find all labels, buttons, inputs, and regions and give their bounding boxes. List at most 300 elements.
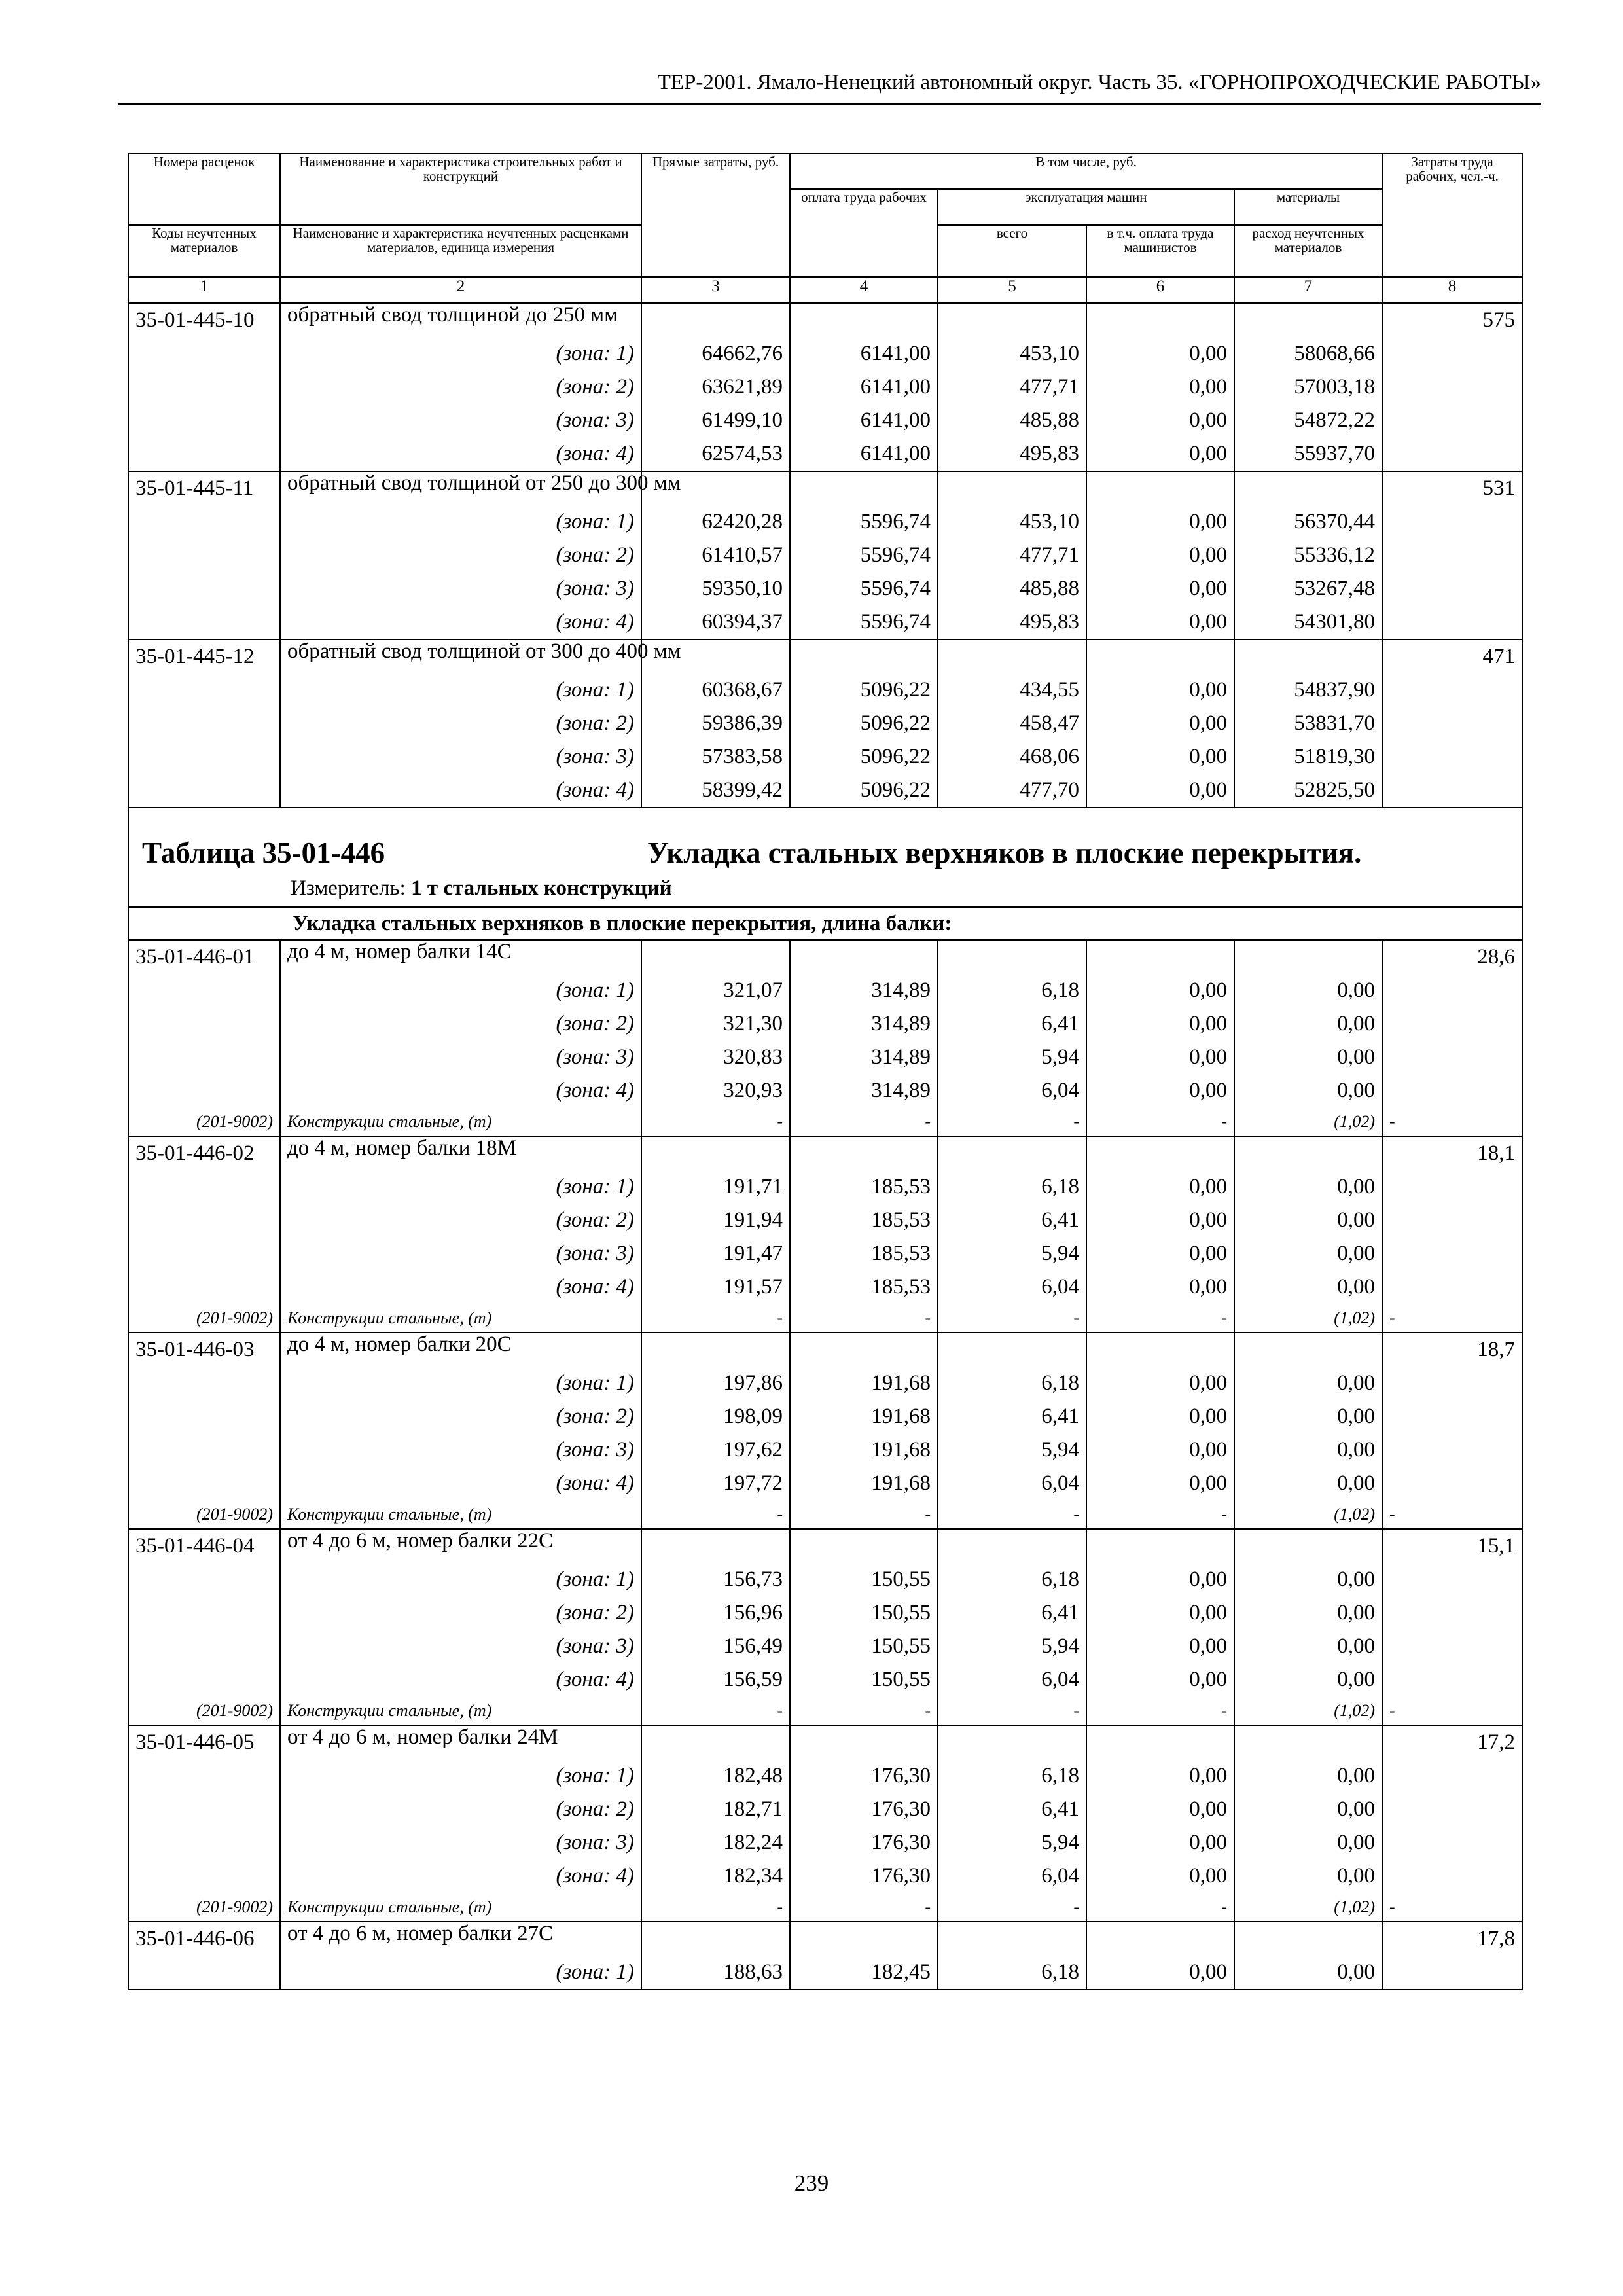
worker-wages: 176,30 — [790, 1759, 938, 1793]
worker-wages: 6141,00 — [790, 437, 938, 471]
material-cost: 0,00 — [1234, 1367, 1382, 1400]
empty-cell — [128, 1074, 280, 1107]
worker-wages: 185,53 — [790, 1170, 938, 1204]
material-cost: 0,00 — [1234, 1204, 1382, 1237]
worker-wages: 6141,00 — [790, 337, 938, 370]
empty-cell — [1234, 471, 1382, 505]
operator-wages: 0,00 — [1086, 707, 1234, 740]
direct-cost: 320,83 — [641, 1041, 790, 1074]
material-wages: - — [790, 1304, 938, 1333]
material-name: Конструкции стальные, (т) — [280, 1500, 641, 1529]
worker-wages: 5596,74 — [790, 572, 938, 605]
machine-cost: 477,71 — [938, 370, 1086, 404]
zone-label: (зона: 2) — [280, 370, 641, 404]
material-code: (201-9002) — [128, 1107, 280, 1136]
empty-cell — [128, 1170, 280, 1204]
zone-label: (зона: 4) — [280, 1467, 641, 1500]
zone-label: (зона: 2) — [280, 1400, 641, 1433]
material-operator-wages: - — [1086, 1696, 1234, 1725]
empty-cell — [1086, 303, 1234, 337]
rate-name: от 4 до 6 м, номер балки 24М — [280, 1725, 641, 1759]
zone-label: (зона: 3) — [280, 1630, 641, 1663]
empty-cell — [1382, 1956, 1522, 1990]
operator-wages: 0,00 — [1086, 404, 1234, 437]
empty-cell — [128, 1204, 280, 1237]
machine-cost: 434,55 — [938, 673, 1086, 707]
worker-wages: 185,53 — [790, 1270, 938, 1304]
material-cost: 57003,18 — [1234, 370, 1382, 404]
empty-cell — [128, 1007, 280, 1041]
material-cost: 0,00 — [1234, 974, 1382, 1007]
machine-cost: 6,41 — [938, 1007, 1086, 1041]
material-cost: 0,00 — [1234, 1793, 1382, 1826]
material-code: (201-9002) — [128, 1696, 280, 1725]
material-quantity: (1,02) — [1234, 1696, 1382, 1725]
direct-cost: 156,73 — [641, 1563, 790, 1596]
worker-wages: 176,30 — [790, 1826, 938, 1859]
direct-cost: 58399,42 — [641, 774, 790, 808]
empty-cell — [128, 437, 280, 471]
section-title: Укладка стальных верхняков в плоские перекрытия. — [647, 836, 1362, 869]
rate-title-row — [128, 1725, 1522, 1759]
zone-row — [128, 437, 1522, 471]
empty-cell — [128, 1630, 280, 1663]
zone-label: (зона: 2) — [280, 1007, 641, 1041]
empty-cell — [1086, 639, 1234, 673]
empty-cell — [1086, 1725, 1234, 1759]
worker-wages: 191,68 — [790, 1433, 938, 1467]
operator-wages: 0,00 — [1086, 1170, 1234, 1204]
operator-wages: 0,00 — [1086, 1956, 1234, 1990]
empty-cell — [790, 471, 938, 505]
worker-wages: 176,30 — [790, 1859, 938, 1893]
empty-cell — [1234, 639, 1382, 673]
empty-cell — [1234, 1922, 1382, 1956]
empty-cell — [938, 303, 1086, 337]
unit-value: 1 т стальных конструкций — [411, 876, 672, 900]
operator-wages: 0,00 — [1086, 1467, 1234, 1500]
worker-wages: 5096,22 — [790, 774, 938, 808]
direct-cost: 320,93 — [641, 1074, 790, 1107]
col-header-including: В том числе, руб. — [790, 154, 1382, 189]
material-cost: 0,00 — [1234, 1170, 1382, 1204]
machine-cost: 485,88 — [938, 572, 1086, 605]
empty-cell — [1382, 673, 1522, 707]
material-cost: 0,00 — [1234, 1270, 1382, 1304]
table-section-header — [129, 808, 1522, 906]
operator-wages: 0,00 — [1086, 740, 1234, 774]
empty-cell — [1086, 1136, 1234, 1170]
machine-cost: 458,47 — [938, 707, 1086, 740]
empty-cell — [1382, 1237, 1522, 1270]
material-cost: 0,00 — [1234, 1630, 1382, 1663]
machine-cost: 6,18 — [938, 974, 1086, 1007]
page-number: 239 — [794, 2170, 829, 2196]
empty-cell — [1382, 605, 1522, 639]
machine-cost: 6,04 — [938, 1467, 1086, 1500]
zone-label: (зона: 3) — [280, 1826, 641, 1859]
machine-cost: 6,18 — [938, 1956, 1086, 1990]
zone-row — [128, 774, 1522, 808]
operator-wages: 0,00 — [1086, 337, 1234, 370]
material-cost: 0,00 — [1234, 1563, 1382, 1596]
operator-wages: 0,00 — [1086, 1759, 1234, 1793]
zone-label: (зона: 1) — [280, 1170, 641, 1204]
zone-label: (зона: 3) — [280, 1237, 641, 1270]
zone-label: (зона: 4) — [280, 1270, 641, 1304]
direct-cost: 57383,58 — [641, 740, 790, 774]
zone-label: (зона: 2) — [280, 1204, 641, 1237]
empty-cell — [641, 1529, 790, 1563]
worker-wages: 314,89 — [790, 1007, 938, 1041]
material-operator-wages: - — [1086, 1500, 1234, 1529]
empty-cell — [128, 1433, 280, 1467]
material-cost: 0,00 — [1234, 1759, 1382, 1793]
material-cost: 0,00 — [1234, 1596, 1382, 1630]
operator-wages: 0,00 — [1086, 1204, 1234, 1237]
material-cost: 0,00 — [1234, 1956, 1382, 1990]
rate-title-row — [128, 1333, 1522, 1367]
labor-cost: 531 — [1382, 471, 1522, 505]
empty-cell — [790, 1725, 938, 1759]
empty-cell — [938, 639, 1086, 673]
machine-cost: 6,41 — [938, 1596, 1086, 1630]
zone-row — [128, 1563, 1522, 1596]
zone-row — [128, 572, 1522, 605]
worker-wages: 191,68 — [790, 1367, 938, 1400]
empty-cell — [128, 1270, 280, 1304]
col-header-material-use: расход неучтенных материалов — [1234, 225, 1382, 277]
empty-cell — [128, 1400, 280, 1433]
direct-cost: 191,47 — [641, 1237, 790, 1270]
zone-row — [128, 1859, 1522, 1893]
zone-row — [128, 1367, 1522, 1400]
zone-label: (зона: 1) — [280, 337, 641, 370]
material-cost: 0,00 — [1234, 1467, 1382, 1500]
empty-cell — [790, 1136, 938, 1170]
empty-cell — [128, 539, 280, 572]
zone-label: (зона: 3) — [280, 1433, 641, 1467]
operator-wages: 0,00 — [1086, 1826, 1234, 1859]
empty-cell — [1234, 1136, 1382, 1170]
zone-row — [128, 1007, 1522, 1041]
empty-cell — [128, 707, 280, 740]
material-machines: - — [938, 1696, 1086, 1725]
empty-cell — [128, 1367, 280, 1400]
empty-cell — [938, 1529, 1086, 1563]
zone-row — [128, 673, 1522, 707]
material-direct: - — [641, 1893, 790, 1922]
worker-wages: 5096,22 — [790, 673, 938, 707]
empty-cell — [1382, 707, 1522, 740]
rate-name: до 4 м, номер балки 18М — [280, 1136, 641, 1170]
zone-label: (зона: 1) — [280, 974, 641, 1007]
worker-wages: 150,55 — [790, 1563, 938, 1596]
zone-row — [128, 1204, 1522, 1237]
empty-cell — [1382, 572, 1522, 605]
empty-cell — [1382, 1630, 1522, 1663]
col-header-name: Наименование и характеристика строительных работ и конструкций — [280, 154, 641, 225]
rate-title-row — [128, 1136, 1522, 1170]
direct-cost: 61410,57 — [641, 539, 790, 572]
zone-row — [128, 505, 1522, 539]
zone-row — [128, 539, 1522, 572]
material-wages: - — [790, 1893, 938, 1922]
empty-cell — [938, 940, 1086, 974]
material-operator-wages: - — [1086, 1304, 1234, 1333]
zone-label: (зона: 1) — [280, 1956, 641, 1990]
worker-wages: 5096,22 — [790, 707, 938, 740]
rate-code: 35-01-446-05 — [128, 1725, 280, 1759]
material-name: Конструкции стальные, (т) — [280, 1696, 641, 1725]
direct-cost: 197,62 — [641, 1433, 790, 1467]
empty-cell — [128, 605, 280, 639]
machine-cost: 6,41 — [938, 1204, 1086, 1237]
empty-cell — [1382, 1041, 1522, 1074]
worker-wages: 5596,74 — [790, 505, 938, 539]
zone-row — [128, 370, 1522, 404]
zone-row — [128, 1759, 1522, 1793]
col-header-machines: эксплуатация машин — [938, 189, 1234, 225]
labor-cost: 18,1 — [1382, 1136, 1522, 1170]
direct-cost: 62574,53 — [641, 437, 790, 471]
empty-cell — [1382, 505, 1522, 539]
rate-title-row — [128, 303, 1522, 337]
operator-wages: 0,00 — [1086, 974, 1234, 1007]
col-header-machines-total: всего — [938, 225, 1086, 277]
empty-cell — [128, 370, 280, 404]
rate-title-row — [128, 940, 1522, 974]
empty-cell — [790, 1333, 938, 1367]
zone-row — [128, 1074, 1522, 1107]
operator-wages: 0,00 — [1086, 1859, 1234, 1893]
material-cost: 0,00 — [1234, 1400, 1382, 1433]
empty-cell — [1382, 370, 1522, 404]
material-name: Конструкции стальные, (т) — [280, 1304, 641, 1333]
empty-cell — [128, 1041, 280, 1074]
empty-cell — [641, 303, 790, 337]
empty-cell — [1382, 774, 1522, 808]
zone-row — [128, 1663, 1522, 1696]
direct-cost: 321,30 — [641, 1007, 790, 1041]
empty-cell — [128, 974, 280, 1007]
labor-cost: 575 — [1382, 303, 1522, 337]
worker-wages: 5596,74 — [790, 605, 938, 639]
empty-cell — [1234, 303, 1382, 337]
zone-label: (зона: 3) — [280, 1041, 641, 1074]
empty-cell — [938, 1922, 1086, 1956]
rate-code: 35-01-446-01 — [128, 940, 280, 974]
direct-cost: 191,71 — [641, 1170, 790, 1204]
worker-wages: 6141,00 — [790, 370, 938, 404]
material-operator-wages: - — [1086, 1107, 1234, 1136]
zone-row — [128, 1270, 1522, 1304]
operator-wages: 0,00 — [1086, 673, 1234, 707]
rate-code: 35-01-446-02 — [128, 1136, 280, 1170]
zone-row — [128, 337, 1522, 370]
worker-wages: 185,53 — [790, 1237, 938, 1270]
machine-cost: 6,04 — [938, 1270, 1086, 1304]
machine-cost: 6,04 — [938, 1859, 1086, 1893]
rate-title-row — [128, 1922, 1522, 1956]
material-labor: - — [1382, 1893, 1522, 1922]
operator-wages: 0,00 — [1086, 1367, 1234, 1400]
material-row — [128, 1500, 1522, 1529]
empty-cell — [1382, 1467, 1522, 1500]
material-code: (201-9002) — [128, 1500, 280, 1529]
direct-cost: 64662,76 — [641, 337, 790, 370]
empty-cell — [1382, 1793, 1522, 1826]
empty-cell — [1086, 471, 1234, 505]
material-cost: 53267,48 — [1234, 572, 1382, 605]
empty-cell — [1382, 740, 1522, 774]
material-cost: 54872,22 — [1234, 404, 1382, 437]
operator-wages: 0,00 — [1086, 1007, 1234, 1041]
empty-cell — [128, 1663, 280, 1696]
machine-cost: 495,83 — [938, 437, 1086, 471]
zone-row — [128, 1170, 1522, 1204]
material-cost: 0,00 — [1234, 1663, 1382, 1696]
section-subtitle: Укладка стальных верхняков в плоские перекрытия, длина балки: — [128, 907, 1522, 940]
machine-cost: 6,04 — [938, 1663, 1086, 1696]
empty-cell — [790, 1529, 938, 1563]
rate-title-row — [128, 1529, 1522, 1563]
material-labor: - — [1382, 1304, 1522, 1333]
empty-cell — [128, 404, 280, 437]
empty-cell — [128, 1563, 280, 1596]
rate-code: 35-01-445-12 — [128, 639, 280, 673]
rate-name: до 4 м, номер балки 20С — [280, 1333, 641, 1367]
material-wages: - — [790, 1500, 938, 1529]
empty-cell — [128, 1956, 280, 1990]
direct-cost: 191,57 — [641, 1270, 790, 1304]
zone-row — [128, 404, 1522, 437]
operator-wages: 0,00 — [1086, 1270, 1234, 1304]
operator-wages: 0,00 — [1086, 1400, 1234, 1433]
rate-name: до 4 м, номер балки 14С — [280, 940, 641, 974]
empty-cell — [1086, 1333, 1234, 1367]
empty-cell — [1382, 1859, 1522, 1893]
col-header-material-codes: Коды неучтенных материалов — [128, 225, 280, 277]
worker-wages: 150,55 — [790, 1663, 938, 1696]
zone-label: (зона: 1) — [280, 673, 641, 707]
material-machines: - — [938, 1304, 1086, 1333]
empty-cell — [938, 471, 1086, 505]
empty-cell — [1382, 1204, 1522, 1237]
material-cost: 0,00 — [1234, 1237, 1382, 1270]
material-labor: - — [1382, 1500, 1522, 1529]
col-header-operator-wages: в т.ч. оплата труда машинистов — [1086, 225, 1234, 277]
col-number: 6 — [1086, 277, 1234, 303]
material-machines: - — [938, 1500, 1086, 1529]
zone-row — [128, 1596, 1522, 1630]
empty-cell — [938, 1136, 1086, 1170]
empty-cell — [128, 774, 280, 808]
material-row — [128, 1893, 1522, 1922]
worker-wages: 182,45 — [790, 1956, 938, 1990]
col-header-wages: оплата труда рабочих — [790, 189, 938, 277]
empty-cell — [1382, 337, 1522, 370]
machine-cost: 6,41 — [938, 1400, 1086, 1433]
empty-cell — [1382, 1270, 1522, 1304]
material-wages: - — [790, 1107, 938, 1136]
labor-cost: 471 — [1382, 639, 1522, 673]
material-cost: 54301,80 — [1234, 605, 1382, 639]
machine-cost: 5,94 — [938, 1630, 1086, 1663]
empty-cell — [938, 1725, 1086, 1759]
worker-wages: 314,89 — [790, 1041, 938, 1074]
machine-cost: 5,94 — [938, 1433, 1086, 1467]
rates-group-445 — [128, 303, 1522, 808]
operator-wages: 0,00 — [1086, 1563, 1234, 1596]
worker-wages: 191,68 — [790, 1467, 938, 1500]
material-cost: 53831,70 — [1234, 707, 1382, 740]
direct-cost: 191,94 — [641, 1204, 790, 1237]
empty-cell — [128, 337, 280, 370]
direct-cost: 59386,39 — [641, 707, 790, 740]
labor-cost: 28,6 — [1382, 940, 1522, 974]
material-cost: 0,00 — [1234, 1433, 1382, 1467]
rate-name: от 4 до 6 м, номер балки 22С — [280, 1529, 641, 1563]
labor-cost: 17,8 — [1382, 1922, 1522, 1956]
material-direct: - — [641, 1696, 790, 1725]
worker-wages: 150,55 — [790, 1596, 938, 1630]
direct-cost: 59350,10 — [641, 572, 790, 605]
rate-name: обратный свод толщиной от 300 до 400 мм — [280, 639, 641, 673]
operator-wages: 0,00 — [1086, 1793, 1234, 1826]
empty-cell — [128, 572, 280, 605]
rate-code: 35-01-445-10 — [128, 303, 280, 337]
machine-cost: 485,88 — [938, 404, 1086, 437]
zone-label: (зона: 2) — [280, 539, 641, 572]
material-cost: 56370,44 — [1234, 505, 1382, 539]
direct-cost: 182,48 — [641, 1759, 790, 1793]
col-number: 5 — [938, 277, 1086, 303]
zone-label: (зона: 4) — [280, 605, 641, 639]
machine-cost: 5,94 — [938, 1826, 1086, 1859]
zone-label: (зона: 2) — [280, 707, 641, 740]
operator-wages: 0,00 — [1086, 605, 1234, 639]
direct-cost: 60394,37 — [641, 605, 790, 639]
material-code: (201-9002) — [128, 1304, 280, 1333]
empty-cell — [641, 940, 790, 974]
machine-cost: 6,18 — [938, 1170, 1086, 1204]
direct-cost: 63621,89 — [641, 370, 790, 404]
zone-row — [128, 605, 1522, 639]
empty-cell — [1382, 1826, 1522, 1859]
header-rule — [118, 103, 1541, 105]
material-row — [128, 1304, 1522, 1333]
empty-cell — [1382, 1663, 1522, 1696]
col-number: 2 — [280, 277, 641, 303]
zone-label: (зона: 4) — [280, 437, 641, 471]
empty-cell — [1382, 1007, 1522, 1041]
material-labor: - — [1382, 1107, 1522, 1136]
machine-cost: 5,94 — [938, 1041, 1086, 1074]
machine-cost: 5,94 — [938, 1237, 1086, 1270]
operator-wages: 0,00 — [1086, 1596, 1234, 1630]
empty-cell — [128, 740, 280, 774]
empty-cell — [1382, 1170, 1522, 1204]
col-header-direct: Прямые затраты, руб. — [641, 154, 790, 277]
empty-cell — [1382, 1433, 1522, 1467]
direct-cost: 156,96 — [641, 1596, 790, 1630]
rate-code: 35-01-446-06 — [128, 1922, 280, 1956]
empty-cell — [1382, 539, 1522, 572]
machine-cost: 6,41 — [938, 1793, 1086, 1826]
running-header: ТЕР-2001. Ямало-Ненецкий автономный округ. Часть 35. «ГОРНОПРОХОДЧЕСКИЕ РАБОТЫ» — [657, 71, 1541, 94]
col-header-code: Номера расценок — [128, 154, 280, 225]
